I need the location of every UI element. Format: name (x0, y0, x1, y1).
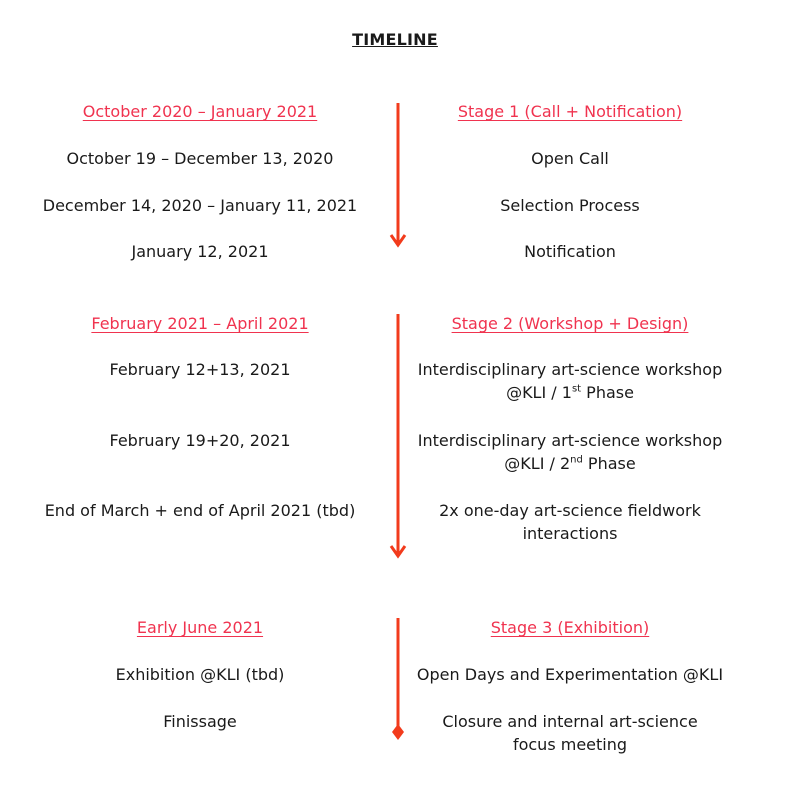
stage-2-date-2: February 19+20, 2021 (109, 431, 291, 450)
stage-2-event-1-line-2: @KLI / 1st Phase (506, 383, 634, 402)
stage-2-event-3 (370, 499, 770, 545)
stage-3-end-line (388, 618, 408, 742)
stage-3-event-1: Open Days and Experimentation @KLI (416, 665, 724, 684)
page-title: TIMELINE (352, 30, 438, 49)
stage-1-event-2: Selection Process (500, 196, 640, 215)
stage-1-name: Stage 1 (Call + Notification) (457, 102, 683, 121)
stage-2-event-1-line-1: Interdisciplinary art-science workshop (417, 360, 723, 379)
stage-1-date-2: December 14, 2020 – January 11, 2021 (42, 196, 358, 215)
stage-2-period: February 2021 – April 2021 (91, 314, 309, 333)
stage-1-date-1: October 19 – December 13, 2020 (66, 149, 334, 168)
stage-1-date-3: January 12, 2021 (131, 242, 269, 261)
stage-2-arrow (388, 314, 408, 562)
stage-2-event-2-line-1: Interdisciplinary art-science workshop (417, 431, 723, 450)
stage-2-date-1: February 12+13, 2021 (109, 360, 291, 379)
stage-1-period: October 2020 – January 2021 (82, 102, 318, 121)
stage-2-event-2-line-2: @KLI / 2nd Phase (504, 454, 636, 473)
stage-3-event-2-line-2: focus meeting (512, 735, 628, 754)
stage-2-event-3-line-2: interactions (522, 524, 618, 543)
stage-3-period: Early June 2021 (136, 618, 264, 637)
stage-2-name: Stage 2 (Workshop + Design) (451, 314, 689, 333)
stage-1-arrow (388, 103, 408, 251)
stage-2-date-3: End of March + end of April 2021 (tbd) (44, 501, 356, 520)
stage-2-event-2 (370, 429, 770, 475)
stage-3-event-2-line-1: Closure and internal art-science (442, 712, 698, 731)
stage-1-event-3: Notification (524, 242, 616, 261)
stage-1-event-1: Open Call (531, 149, 609, 168)
stage-2-event-1 (370, 358, 770, 404)
stage-3-date-1: Exhibition @KLI (tbd) (115, 665, 285, 684)
stage-3-event-2 (370, 710, 770, 756)
stage-3-date-2: Finissage (163, 712, 237, 731)
stage-3-name: Stage 3 (Exhibition) (490, 618, 650, 637)
stage-2-event-3-line-1: 2x one-day art-science fieldwork (439, 501, 701, 520)
